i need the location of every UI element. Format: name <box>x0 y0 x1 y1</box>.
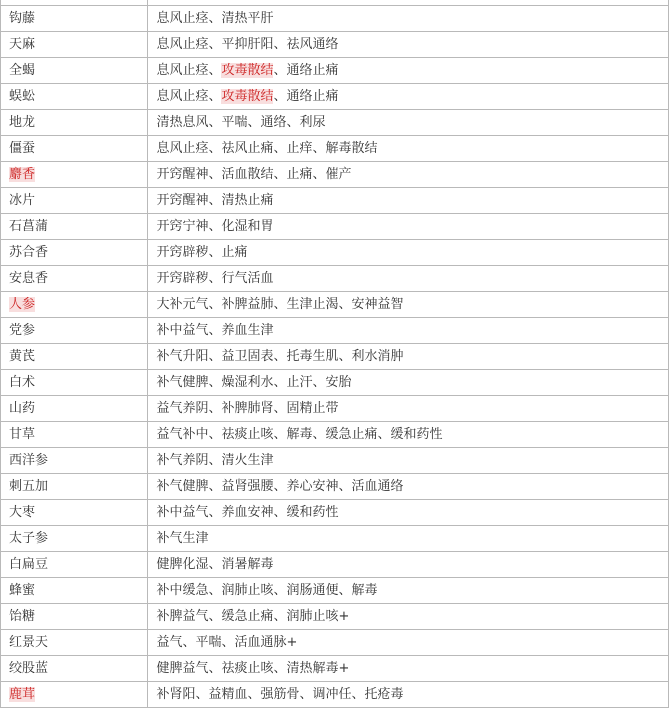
herb-name-cell <box>1 500 148 526</box>
table-row <box>1 630 669 656</box>
herb-effect-cell <box>148 448 669 474</box>
table-row <box>1 318 669 344</box>
table-row <box>1 58 669 84</box>
herb-effect-cell <box>148 656 669 682</box>
herb-name: 绞股蓝 <box>9 661 49 676</box>
herb-effect-cell <box>148 58 669 84</box>
herb-effect-cell <box>148 422 669 448</box>
herb-effect-text: 开窍辟秽、行气活血 <box>156 271 274 286</box>
herb-effect-text: 补中益气、养血生津 <box>156 323 274 338</box>
table-row <box>1 448 669 474</box>
herb-effect-cell <box>148 84 669 110</box>
herb-name: 苏合香 <box>9 245 49 260</box>
herb-name-cell <box>1 370 148 396</box>
herb-name-cell <box>1 214 148 240</box>
herb-name: 甘草 <box>9 427 36 442</box>
herb-name-cell <box>1 58 148 84</box>
table-row <box>1 240 669 266</box>
table-row <box>1 396 669 422</box>
table-row <box>1 162 669 188</box>
herb-effect-text: 补气养阴、清火生津 <box>156 453 274 468</box>
herb-name: 饴糖 <box>9 609 36 624</box>
herb-effect-cell <box>148 500 669 526</box>
herb-name: 鹿茸 <box>9 687 36 702</box>
herb-name: 人参 <box>9 297 36 312</box>
herb-effect-text: 益气补中、祛痰止咳、解毒、缓急止痛、缓和药性 <box>156 427 443 442</box>
herb-name-cell <box>1 344 148 370</box>
herb-name-cell <box>1 32 148 58</box>
herb-name-cell <box>1 396 148 422</box>
herb-effect-cell <box>148 214 669 240</box>
herb-effect-cell <box>148 552 669 578</box>
herb-effect-cell <box>148 396 669 422</box>
herb-name-cell <box>1 474 148 500</box>
herb-effect-text: 息风止痉、 <box>156 63 222 78</box>
herb-effect-text: 、通络止痛 <box>273 63 339 78</box>
herb-effect-text: 开窍辟秽、止痛 <box>156 245 248 260</box>
herb-effect-cell <box>148 630 669 656</box>
herb-name: 天麻 <box>9 37 36 52</box>
herb-name: 蜂蜜 <box>9 583 36 598</box>
herb-name-cell <box>1 162 148 188</box>
herb-name-cell <box>1 136 148 162</box>
herb-name-cell <box>1 240 148 266</box>
table-row <box>1 422 669 448</box>
herb-effect-cell <box>148 474 669 500</box>
table-row <box>1 370 669 396</box>
herb-effect-text: 健脾化湿、消暑解毒 <box>156 557 274 572</box>
table-row <box>1 552 669 578</box>
herb-name: 蜈蚣 <box>9 89 36 104</box>
herb-effect-highlight: 攻毒散结 <box>221 89 274 104</box>
herb-effect-text: 补脾益气、缓急止痛、润肺止咳+ <box>156 609 350 624</box>
herb-effect-cell <box>148 136 669 162</box>
herb-effect-text: 开窍宁神、化湿和胃 <box>156 219 274 234</box>
herb-effect-cell <box>148 604 669 630</box>
herb-effect-cell <box>148 578 669 604</box>
herb-name: 黄芪 <box>9 349 36 364</box>
herb-name-cell <box>1 422 148 448</box>
herb-effect-text: 息风止痉、祛风止痛、止痒、解毒散结 <box>156 141 378 156</box>
herb-effect-text: 开窍醒神、活血散结、止痛、催产 <box>156 167 352 182</box>
herb-effect-cell <box>148 318 669 344</box>
herb-name-cell <box>1 84 148 110</box>
herb-effect-text: 益气、平喘、活血通脉+ <box>156 635 298 650</box>
herb-effect-text: 补肾阳、益精血、强筋骨、调冲任、托疮毒 <box>156 687 404 702</box>
herb-effect-cell <box>148 240 669 266</box>
herb-effect-cell <box>148 292 669 318</box>
herb-name-cell <box>1 266 148 292</box>
table-row <box>1 604 669 630</box>
herb-name: 山药 <box>9 401 36 416</box>
herb-name-cell <box>1 630 148 656</box>
table-row <box>1 6 669 32</box>
herb-name-cell <box>1 448 148 474</box>
table-row <box>1 110 669 136</box>
herb-name: 太子参 <box>9 531 49 546</box>
herb-name: 刺五加 <box>9 479 49 494</box>
herb-name-cell <box>1 318 148 344</box>
herb-effect-text: 益气养阴、补脾肺肾、固精止带 <box>156 401 339 416</box>
herb-name: 地龙 <box>9 115 36 130</box>
herb-table-body <box>1 0 669 708</box>
herb-name-cell <box>1 188 148 214</box>
herb-name-cell <box>1 604 148 630</box>
table-row <box>1 474 669 500</box>
table-row <box>1 292 669 318</box>
herb-name: 钩藤 <box>9 11 36 26</box>
table-row <box>1 578 669 604</box>
table-row <box>1 526 669 552</box>
herb-effect-text: 开窍醒神、清热止痛 <box>156 193 274 208</box>
herb-effect-text: 补气生津 <box>156 531 209 546</box>
herb-effect-cell <box>148 162 669 188</box>
table-row <box>1 500 669 526</box>
herb-name-cell <box>1 656 148 682</box>
herb-effect-cell <box>148 266 669 292</box>
herb-effect-text: 补中缓急、润肺止咳、润肠通便、解毒 <box>156 583 378 598</box>
herb-name: 安息香 <box>9 271 49 286</box>
herb-effect-highlight: 攻毒散结 <box>221 63 274 78</box>
herb-name: 僵蚕 <box>9 141 36 156</box>
herb-name: 白扁豆 <box>9 557 49 572</box>
herb-effect-text: 息风止痉、平抑肝阳、祛风通络 <box>156 37 339 52</box>
herb-effect-cell <box>148 526 669 552</box>
herb-effect-text: 息风止痉、清热平肝 <box>156 11 274 26</box>
herb-name: 党参 <box>9 323 36 338</box>
herb-effect-cell <box>148 32 669 58</box>
herb-name-cell <box>1 682 148 708</box>
herb-name: 全蝎 <box>9 63 36 78</box>
herb-name: 石菖蒲 <box>9 219 49 234</box>
herb-name: 红景天 <box>9 635 49 650</box>
table-row <box>1 214 669 240</box>
herb-name-cell <box>1 526 148 552</box>
herb-effect-cell <box>148 6 669 32</box>
herb-effect-cell <box>148 370 669 396</box>
herb-effect-text: 清热息风、平喘、通络、利尿 <box>156 115 326 130</box>
herb-effect-cell <box>148 110 669 136</box>
herb-effect-cell <box>148 344 669 370</box>
herb-name-cell <box>1 552 148 578</box>
herb-effect-text: 健脾益气、祛痰止咳、清热解毒+ <box>156 661 350 676</box>
herb-name-cell <box>1 578 148 604</box>
herb-name: 麝香 <box>9 167 36 182</box>
herb-effect-text: 补中益气、养血安神、缓和药性 <box>156 505 339 520</box>
herb-effect-text: 补气健脾、益肾强腰、养心安神、活血通络 <box>156 479 404 494</box>
herb-name: 冰片 <box>9 193 36 208</box>
herb-name-cell <box>1 110 148 136</box>
table-row <box>1 84 669 110</box>
table-row <box>1 344 669 370</box>
herb-effect-text: 息风止痉、 <box>156 89 222 104</box>
herb-name-cell <box>1 6 148 32</box>
herb-name: 大枣 <box>9 505 36 520</box>
herb-effect-text: 补气健脾、燥湿利水、止汗、安胎 <box>156 375 352 390</box>
table-row <box>1 682 669 708</box>
herb-effect-text: 大补元气、补脾益肺、生津止渴、安神益智 <box>156 297 404 312</box>
herb-effect-cell <box>148 682 669 708</box>
herb-effect-text: 、通络止痛 <box>273 89 339 104</box>
table-row <box>1 266 669 292</box>
table-row <box>1 32 669 58</box>
table-row <box>1 136 669 162</box>
table-row <box>1 188 669 214</box>
herb-name-cell <box>1 292 148 318</box>
herb-name: 白术 <box>9 375 36 390</box>
herb-effect-cell <box>148 188 669 214</box>
herb-effect-text: 补气升阳、益卫固表、托毒生肌、利水消肿 <box>156 349 404 364</box>
table-row <box>1 656 669 682</box>
herb-name: 西洋参 <box>9 453 49 468</box>
